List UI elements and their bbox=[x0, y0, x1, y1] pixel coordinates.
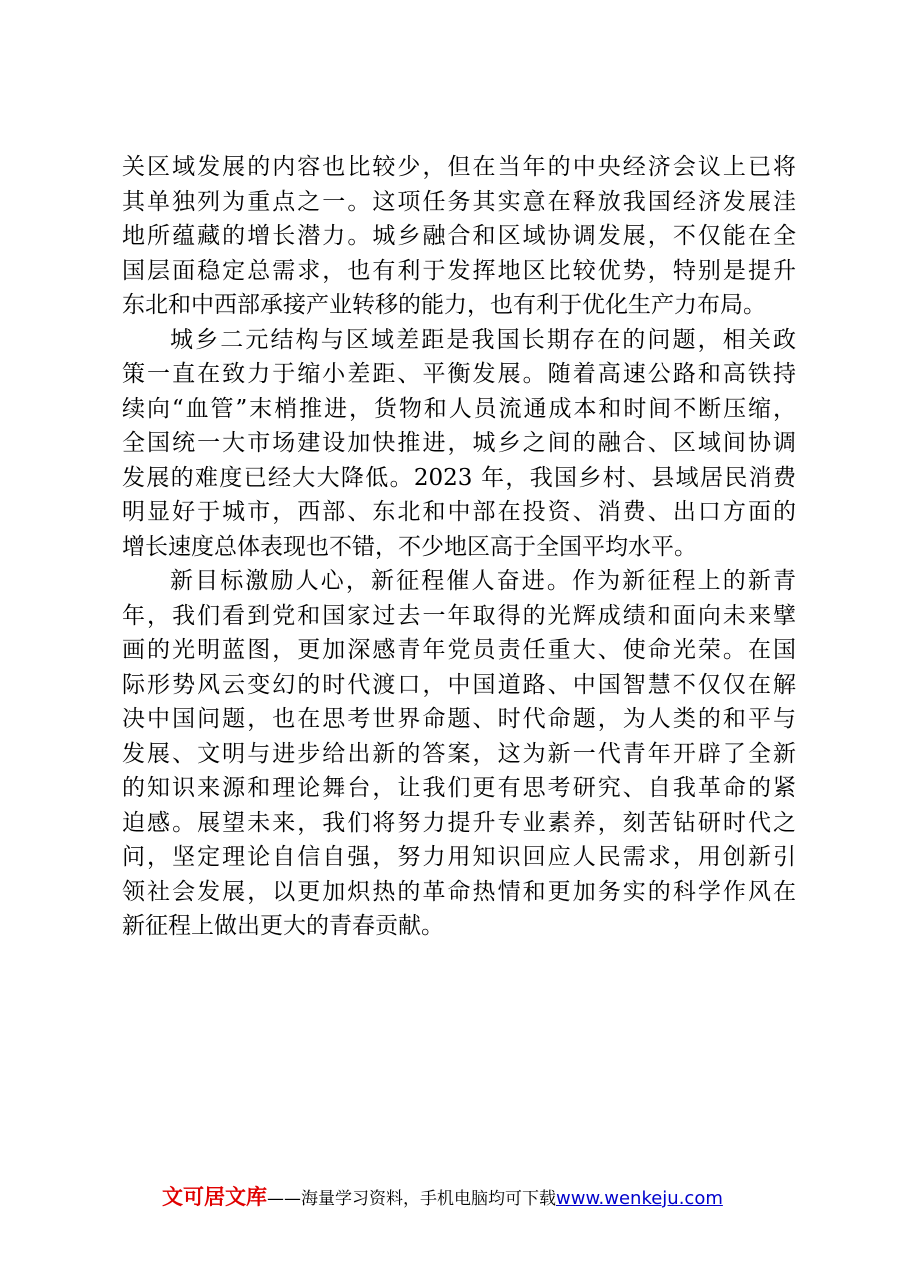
paragraph-3 bbox=[122, 564, 796, 944]
text-line: 画的光明蓝图，更加深感青年党员责任重大、使命光荣。在国 bbox=[122, 637, 796, 663]
text-line: 年，我们看到党和国家过去一年取得的光辉成绩和面向未来擘 bbox=[122, 602, 796, 629]
text-line: 决中国问题，也在思考世界命题、时代命题，为人类的和平与 bbox=[122, 706, 796, 732]
footer-site-link[interactable]: www.wenkeju.com bbox=[556, 1188, 723, 1209]
text-line: 新目标激励人心，新征程催人奋进。作为新征程上的新青 bbox=[170, 568, 796, 594]
document-body bbox=[122, 150, 796, 944]
text-line: 发展、文明与进步给出新的答案，这为新一代青年开辟了全新 bbox=[122, 740, 796, 767]
text-line: 领社会发展，以更加炽热的革命热情和更加务实的科学作风在 bbox=[122, 878, 796, 905]
footer-slogan: ——海量学习资料，手机电脑均可下载 bbox=[267, 1189, 556, 1209]
text-line: 全国统一大市场建设加快推进，城乡之间的融合、区域间协调 bbox=[122, 430, 796, 456]
text-line: 国层面稳定总需求，也有利于发挥地区比较优势，特别是提升 bbox=[122, 257, 796, 284]
text-line: 东北和中西部承接产业转移的能力，也有利于优化生产力布局。 bbox=[122, 292, 766, 318]
text-line: 明显好于城市，西部、东北和中部在投资、消费、出口方面的 bbox=[122, 499, 796, 525]
text-line: 其单独列为重点之一。这项任务其实意在释放我国经济发展洼 bbox=[122, 188, 796, 215]
footer-banner bbox=[162, 1181, 782, 1213]
text-line: 的知识来源和理论舞台，让我们更有思考研究、自我革命的紧 bbox=[122, 775, 796, 801]
text-line: 问，坚定理论自信自强，努力用知识回应人民需求，用创新引 bbox=[122, 844, 796, 870]
text-line: 地所蕴藏的增长潜力。城乡融合和区域协调发展，不仅能在全 bbox=[122, 223, 796, 249]
text-line: 城乡二元结构与区域差距是我国长期存在的问题，相关政 bbox=[170, 326, 796, 353]
paragraph-2 bbox=[122, 323, 796, 565]
text-line: 迫感。展望未来，我们将努力提升专业素养，刻苦钻研时代之 bbox=[122, 809, 796, 836]
text-line: 关区域发展的内容也比较少，但在当年的中央经济会议上已将 bbox=[122, 154, 796, 180]
text-line: 续向“血管”末梢推进，货物和人员流通成本和时间不断压缩， bbox=[122, 395, 796, 422]
paragraph-1 bbox=[122, 150, 796, 323]
text-line: 际形势风云变幻的时代渡口，中国道路、中国智慧不仅仅在解 bbox=[122, 671, 796, 698]
text-line: 发展的难度已经大大降低。2023 年，我国乡村、县域居民消费 bbox=[122, 464, 796, 491]
text-line: 策一直在致力于缩小差距、平衡发展。随着高速公路和高铁持 bbox=[122, 361, 796, 387]
text-line: 增长速度总体表现也不错，不少地区高于全国平均水平。 bbox=[122, 533, 697, 560]
text-line: 新征程上做出更大的青春贡献。 bbox=[122, 913, 444, 939]
footer-brand: 文可居文库 bbox=[162, 1185, 267, 1209]
